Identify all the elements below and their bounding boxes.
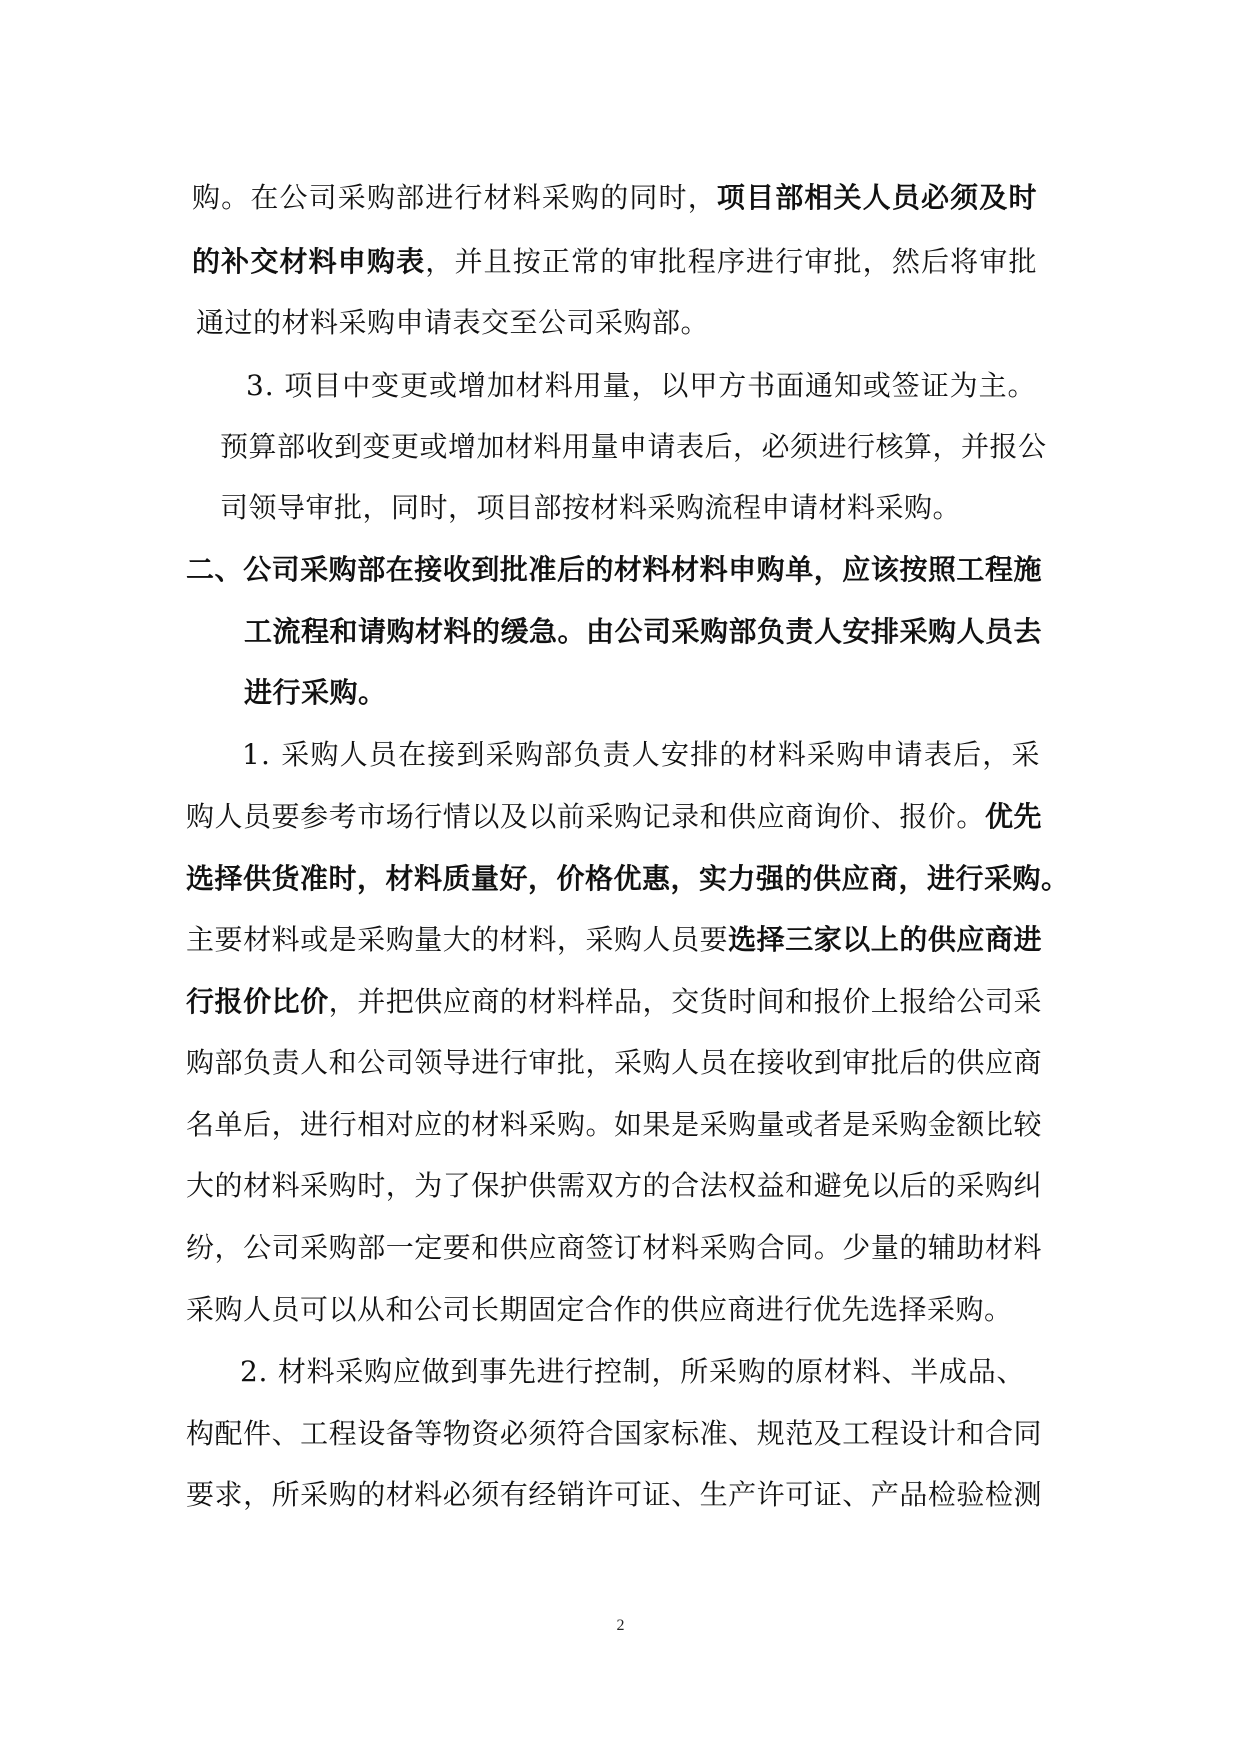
text-run: 采购人员可以从和公司长期固定合作的供应商进行优先选择采购。 bbox=[186, 1293, 1013, 1326]
text-line bbox=[186, 984, 1042, 1020]
text-run: 预算部收到变更或增加材料用量申请表后，必须进行核算，并报公 bbox=[220, 430, 1047, 463]
bold-text-run: 选择供货准时，材料质量好，价格优惠，实力强的供应商，进行采购。 bbox=[186, 862, 1070, 895]
text-line bbox=[244, 614, 1042, 650]
text-line bbox=[186, 1107, 1042, 1143]
text-line bbox=[186, 922, 1042, 958]
page-number: 2 bbox=[616, 1617, 625, 1634]
text-run: 要求，所采购的材料必须有经销许可证、生产许可证、产品检验检测 bbox=[186, 1478, 1043, 1511]
text-run: 主要材料或是采购量大的材料，采购人员要 bbox=[186, 923, 729, 956]
text-run: 购人员要参考市场行情以及以前采购记录和供应商询价、报价。 bbox=[186, 800, 985, 833]
text-line bbox=[244, 675, 387, 711]
text-line bbox=[186, 1477, 1042, 1513]
text-line bbox=[186, 861, 1070, 897]
text-line bbox=[186, 1416, 1042, 1452]
bold-text-run: 进行采购。 bbox=[244, 676, 387, 709]
text-line bbox=[186, 799, 1042, 835]
text-line bbox=[186, 1230, 1042, 1266]
text-line bbox=[192, 180, 1038, 216]
bold-text-run: 的补交材料申购表 bbox=[192, 245, 426, 278]
text-run: 2. 材料采购应做到事先进行控制，所采购的原材料、半成品、 bbox=[240, 1355, 1026, 1388]
bold-text-run: 选择三家以上的供应商进 bbox=[728, 923, 1043, 956]
text-line bbox=[186, 1292, 1013, 1328]
bold-text-run: 行报价比价 bbox=[186, 985, 329, 1018]
text-run: 司领导审批，同时，项目部按材料采购流程申请材料采购。 bbox=[220, 491, 962, 524]
text-run: 名单后，进行相对应的材料采购。如果是采购量或者是采购金额比较 bbox=[186, 1108, 1043, 1141]
text-line bbox=[186, 1045, 1042, 1081]
text-line bbox=[220, 429, 1047, 465]
text-line bbox=[242, 737, 1041, 773]
bold-text-run: 工流程和请购材料的缓急。由公司采购部负责人安排采购人员去 bbox=[244, 615, 1043, 648]
text-line bbox=[246, 368, 1036, 404]
text-line bbox=[240, 1354, 1025, 1390]
text-line bbox=[220, 490, 961, 526]
text-run: 通过的材料采购申请表交至公司采购部。 bbox=[196, 306, 710, 339]
text-run: 大的材料采购时，为了保护供需双方的合法权益和避免以后的采购纠 bbox=[186, 1169, 1043, 1202]
text-run: ，并且按正常的审批程序进行审批，然后将审批 bbox=[425, 245, 1038, 278]
text-line bbox=[192, 244, 1038, 280]
text-run: 构配件、工程设备等物资必须符合国家标准、规范及工程设计和合同 bbox=[186, 1417, 1043, 1450]
text-run: 纷，公司采购部一定要和供应商签订材料采购合同。少量的辅助材料 bbox=[186, 1231, 1043, 1264]
text-run: 购部负责人和公司领导进行审批，采购人员在接收到审批后的供应商 bbox=[186, 1046, 1043, 1079]
text-line bbox=[186, 1168, 1042, 1204]
text-run: 购。在公司采购部进行材料采购的同时， bbox=[192, 181, 717, 214]
bold-text-run: 二、公司采购部在接收到批准后的材料材料申购单，应该按照工程施 bbox=[186, 553, 1043, 586]
text-line bbox=[186, 552, 1042, 588]
text-run: 3. 项目中变更或增加材料用量，以甲方书面通知或签证为主。 bbox=[246, 369, 1037, 402]
text-line bbox=[196, 305, 709, 341]
text-run: 1. 采购人员在接到采购部负责人安排的材料采购申请表后，采 bbox=[242, 738, 1041, 771]
bold-text-run: 优先 bbox=[984, 800, 1043, 833]
bold-text-run: 项目部相关人员必须及时 bbox=[716, 181, 1038, 214]
text-run: ，并把供应商的材料样品，交货时间和报价上报给公司采 bbox=[328, 985, 1043, 1018]
